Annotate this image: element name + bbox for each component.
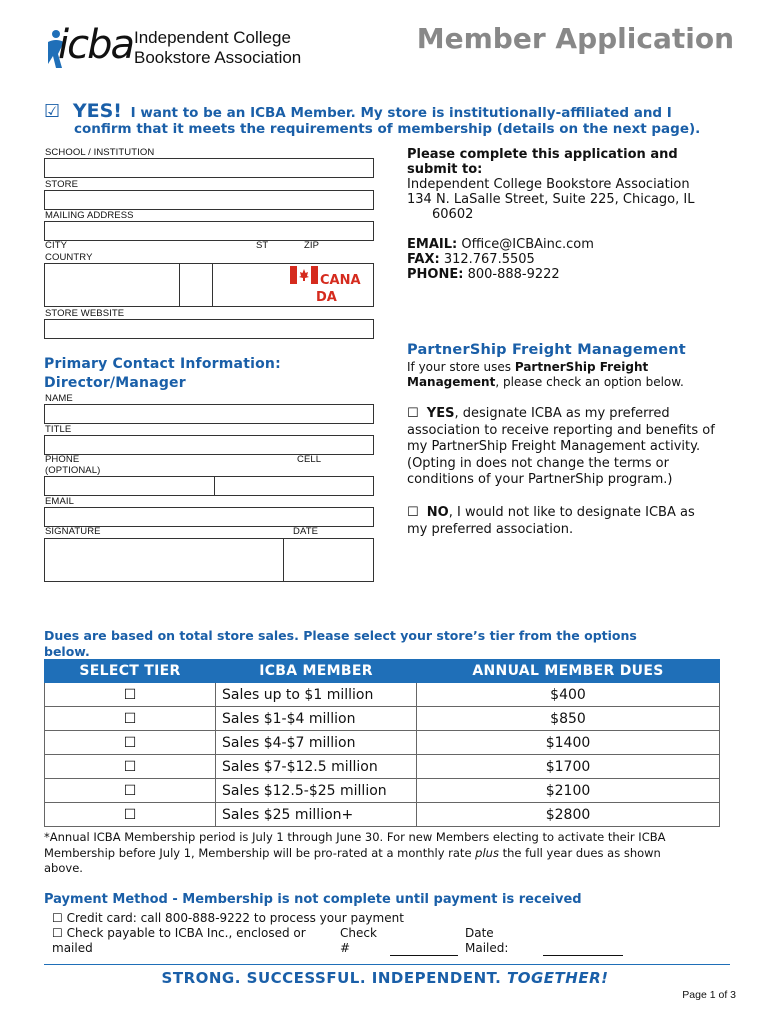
website-input[interactable] (44, 319, 374, 339)
submit-fax (407, 252, 535, 267)
tier-checkbox[interactable]: ☐ (45, 683, 216, 707)
table-row (45, 683, 720, 707)
note-line2b: the full year dues as shown (498, 845, 661, 860)
tier-label: Sales $7-$12.5 million (216, 755, 417, 779)
table-row (45, 731, 720, 755)
fax-value: 312.767.5505 (443, 252, 535, 267)
label-name: NAME (45, 393, 73, 404)
yes-text-1: , designate ICBA as my preferred (454, 406, 670, 421)
label-optional: (OPTIONAL) (45, 465, 101, 476)
logo-wordmark: icba (58, 22, 134, 68)
table-row (45, 707, 720, 731)
label-school: SCHOOL / INSTITUTION (45, 147, 155, 158)
canada-flag-icon (290, 266, 318, 284)
submit-email (407, 237, 594, 252)
partnership-no-option (407, 505, 695, 538)
submit-heading-2: submit to: (407, 162, 483, 177)
yes-text-2: association to receive reporting and benefits of (407, 422, 715, 438)
footer-tagline (0, 969, 770, 987)
partnership-intro-1 (407, 360, 648, 375)
intro-line1 (44, 100, 672, 122)
header-icba-member: ICBA MEMBER (216, 660, 417, 683)
label-city: CITY (45, 240, 68, 251)
check-number-label-1: Check (340, 926, 377, 940)
dues-note (44, 830, 665, 877)
page-number: Page 1 of 3 (682, 989, 736, 1001)
mailing-address-input[interactable] (44, 221, 374, 241)
intro-yes: YES! (72, 100, 122, 122)
signature-input[interactable] (44, 538, 284, 582)
note-line2 (44, 846, 665, 862)
note-line1: *Annual ICBA Membership period is July 1 through June 30. For new Members electing to activate their ICBA (44, 830, 666, 844)
payment-credit[interactable]: ☐ Credit card: call 800-888-9222 to process your payment (52, 911, 404, 925)
header-select-tier: SELECT TIER (45, 660, 216, 683)
dues-intro-1: Dues are based on total store sales. Please select your store’s tier from the options (44, 628, 637, 643)
partnership-intro-bold2: Management (407, 375, 496, 389)
phone-label: PHONE: (407, 267, 464, 282)
name-input[interactable] (44, 404, 374, 424)
tier-dues: $400 (417, 683, 720, 707)
label-signature: SIGNATURE (45, 526, 101, 537)
tier-checkbox[interactable]: ☐ (45, 707, 216, 731)
org-name-line1: Independent College (134, 28, 291, 47)
tier-checkbox[interactable]: ☐ (45, 755, 216, 779)
tier-checkbox[interactable]: ☐ (45, 803, 216, 827)
dues-header-row (45, 660, 720, 683)
dues-table (44, 659, 720, 827)
no-text-2: my preferred association. (407, 521, 574, 537)
partnership-yes-line1 (407, 406, 715, 423)
note-line3: above. (44, 861, 83, 875)
tagline-together: TOGETHER! (507, 969, 609, 987)
date-mailed-label-2: Mailed: (465, 941, 509, 955)
partnership-intro-bold1: PartnerShip Freight (514, 360, 649, 374)
date-input[interactable] (283, 538, 374, 582)
no-checkbox[interactable]: ☐ (407, 505, 419, 520)
dues-intro-2: below. (44, 644, 90, 659)
org-name-line2: Bookstore Association (134, 48, 302, 67)
phone-input[interactable] (44, 476, 215, 496)
label-phone: PHONE (45, 454, 80, 465)
date-mailed-label-1: Date (465, 926, 494, 940)
tier-dues: $2100 (417, 779, 720, 803)
partnership-intro-pre: If your store uses (407, 360, 515, 374)
email-label: EMAIL: (407, 237, 458, 252)
country-value-line1: CANA (320, 273, 361, 288)
submit-phone (407, 267, 560, 282)
store-input[interactable] (44, 190, 374, 210)
header-annual-dues: ANNUAL MEMBER DUES (417, 660, 720, 683)
table-row (45, 803, 720, 827)
tier-dues: $2800 (417, 803, 720, 827)
table-row (45, 779, 720, 803)
email-input[interactable] (44, 507, 374, 527)
cell-input[interactable] (214, 476, 374, 496)
partnership-intro-2 (407, 375, 684, 390)
no-label: NO (426, 505, 449, 520)
contact-heading-2: Director/Manager (44, 375, 186, 391)
tagline-main: STRONG. SUCCESSFUL. INDEPENDENT. (161, 969, 507, 987)
check-number-line[interactable] (390, 955, 458, 956)
partnership-yes-option (407, 406, 715, 489)
partnership-no-line1 (407, 505, 695, 522)
label-st: ST (256, 240, 269, 251)
page-title: Member Application (416, 22, 734, 55)
email-value[interactable]: Office@ICBAinc.com (461, 237, 594, 252)
payment-check-1[interactable]: ☐ Check payable to ICBA Inc., enclosed or (52, 926, 306, 940)
table-row (45, 755, 720, 779)
footer-divider (44, 964, 730, 965)
label-store: STORE (45, 179, 79, 190)
tier-label: Sales $1-$4 million (216, 707, 417, 731)
no-text-1: , I would not like to designate ICBA as (448, 505, 695, 520)
note-plus: plus (475, 845, 499, 860)
yes-text-3: my PartnerShip Freight Management activity. (407, 439, 701, 454)
tier-label: Sales up to $1 million (216, 683, 417, 707)
label-mailing: MAILING ADDRESS (45, 210, 134, 221)
contact-heading-1: Primary Contact Information: (44, 356, 281, 372)
school-input[interactable] (44, 158, 374, 178)
phone-value: 800-888-9222 (467, 267, 560, 282)
submit-zip: 60602 (432, 207, 474, 222)
payment-check-2: mailed (52, 941, 93, 955)
tier-dues: $1400 (417, 731, 720, 755)
label-zip: ZIP (304, 240, 320, 251)
intro-line2: confirm that it meets the requirements of membership (details on the next page). (74, 121, 701, 137)
title-input[interactable] (44, 435, 374, 455)
partnership-heading: PartnerShip Freight Management (407, 342, 686, 358)
tier-dues: $850 (417, 707, 720, 731)
tier-label: Sales $25 million+ (216, 803, 417, 827)
label-website: STORE WEBSITE (45, 308, 125, 319)
fax-label: FAX: (407, 252, 440, 267)
label-date: DATE (293, 526, 319, 537)
tier-label: Sales $4-$7 million (216, 731, 417, 755)
yes-text-4: (Opting in does not change the terms or (407, 455, 669, 471)
date-mailed-line[interactable] (543, 955, 623, 956)
yes-label: YES (426, 406, 455, 421)
submit-org: Independent College Bookstore Association (407, 177, 690, 192)
partnership-intro-post: , please check an option below. (495, 375, 684, 389)
label-title: TITLE (45, 424, 72, 435)
note-line2a: Membership before July 1, Membership will be pro-rated at a monthly rate (44, 845, 476, 860)
intro-text-1: I want to be an ICBA Member. My store is institutionally-affiliated and I (130, 105, 672, 121)
submit-heading-1: Please complete this application and (407, 147, 678, 162)
checked-box-icon: ☑ (44, 101, 61, 122)
tier-checkbox[interactable]: ☐ (45, 731, 216, 755)
check-number-label-2: # (340, 941, 351, 955)
label-country: COUNTRY (45, 252, 93, 263)
yes-text-5: conditions of your PartnerShip program.) (407, 472, 673, 487)
tier-label: Sales $12.5-$25 million (216, 779, 417, 803)
country-value-line2: DA (316, 290, 337, 305)
label-email: EMAIL (45, 496, 75, 507)
city-input[interactable] (44, 263, 180, 307)
tier-dues: $1700 (417, 755, 720, 779)
payment-heading: Payment Method - Membership is not complete until payment is received (44, 892, 582, 907)
label-cell: CELL (297, 454, 322, 465)
state-input[interactable] (179, 263, 213, 307)
yes-checkbox[interactable]: ☐ (407, 406, 419, 421)
tier-checkbox[interactable]: ☐ (45, 779, 216, 803)
submit-street: 134 N. LaSalle Street, Suite 225, Chicago, IL (407, 192, 695, 207)
